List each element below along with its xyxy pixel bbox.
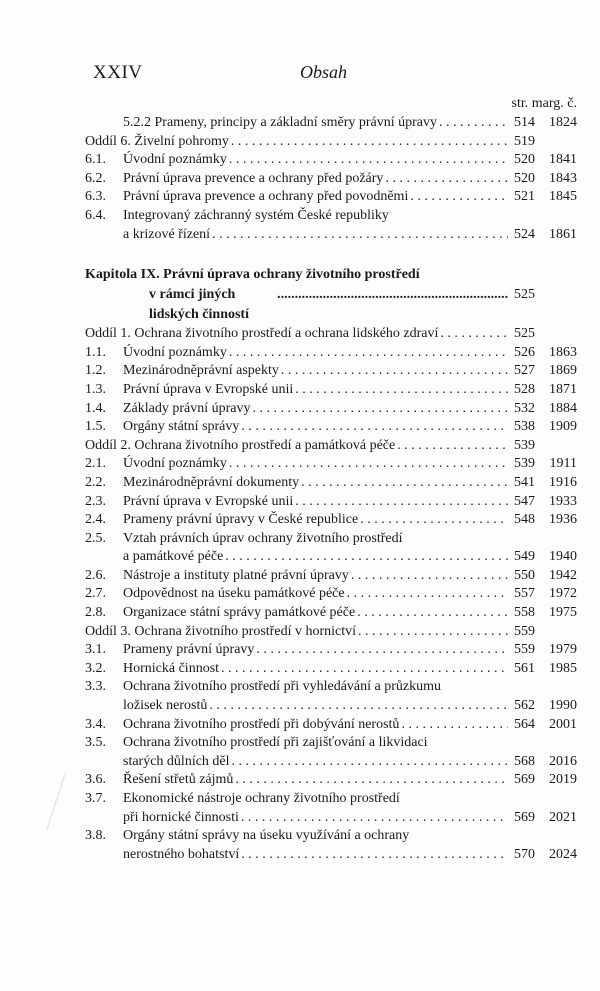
chapter-title-line1: Kapitola IX. Právní úprava ochrany životního prostředí bbox=[85, 267, 420, 283]
toc-entry-title: Řešení střetů zájmů bbox=[123, 772, 234, 788]
toc-entry-number: 3.8. bbox=[85, 828, 106, 844]
toc-entry-row bbox=[85, 753, 577, 772]
leader-dots bbox=[293, 493, 508, 512]
toc-margin-number: 1942 bbox=[549, 567, 577, 583]
toc-entry-title: Právní úprava prevence a ochrany před požáry bbox=[123, 170, 384, 186]
toc-entry-title: Základy právní úpravy bbox=[123, 400, 251, 416]
leader-dots bbox=[274, 285, 508, 305]
toc-entry-title: Úvodní poznámky bbox=[123, 344, 227, 360]
toc-entry-row bbox=[85, 697, 577, 716]
toc-entry-title: Mezinárodněprávní aspekty bbox=[123, 363, 279, 379]
toc-entry-row bbox=[85, 641, 577, 660]
toc-page-number: 528 bbox=[514, 381, 535, 397]
leader-dots bbox=[227, 151, 508, 170]
toc-page-number: 557 bbox=[514, 586, 535, 602]
toc-entry-number: 3.5. bbox=[85, 735, 106, 751]
toc-entry-row bbox=[85, 790, 577, 809]
toc-margin-number: 1824 bbox=[549, 115, 577, 130]
toc-margin-number: 1940 bbox=[549, 549, 577, 565]
toc-entry-number: 6.4. bbox=[85, 207, 106, 223]
toc-margin-number: 1990 bbox=[549, 698, 577, 714]
toc-entry-row bbox=[85, 734, 577, 753]
toc-margin-number: 1985 bbox=[549, 660, 577, 676]
toc-entry-title: Ochrana životního prostředí při vyhledávání a průzkumu bbox=[123, 679, 442, 695]
toc-page-number: 568 bbox=[514, 753, 535, 769]
toc-page-number: 549 bbox=[514, 549, 535, 565]
toc-entry-title: při hornické činnosti bbox=[123, 809, 239, 825]
toc-margin-number: 1909 bbox=[549, 419, 577, 435]
leader-dots bbox=[356, 623, 508, 642]
leader-dots bbox=[349, 567, 508, 586]
toc-entry-number: 1.5. bbox=[85, 419, 106, 435]
leader-dots bbox=[279, 362, 508, 381]
leader-dots bbox=[219, 660, 508, 679]
toc-margin-number: 1841 bbox=[549, 152, 577, 168]
toc-entry-number: 3.6. bbox=[85, 772, 106, 788]
toc-page-number: 514 bbox=[514, 115, 535, 130]
toc-section-row bbox=[85, 437, 577, 456]
toc-margin-number: 1884 bbox=[549, 400, 577, 416]
toc-entry-row bbox=[85, 455, 577, 474]
leader-dots bbox=[207, 697, 508, 716]
toc-entry-number: 2.2. bbox=[85, 474, 106, 490]
leader-dots bbox=[345, 585, 508, 604]
toc-margin-number: 1916 bbox=[549, 474, 577, 490]
toc-entry-row bbox=[85, 530, 577, 549]
toc-entry-title: Prameny právní úpravy v České republice bbox=[123, 512, 359, 528]
toc-entry-title: nerostného bohatství bbox=[123, 846, 240, 862]
chapter-title-line2-text: v rámci jiných lidských činností bbox=[149, 287, 249, 323]
toc-entry-title: ložisek nerostů bbox=[123, 698, 208, 714]
toc-entry-number: 3.1. bbox=[85, 642, 106, 658]
toc-entry-title: Prameny právní úpravy bbox=[123, 642, 255, 658]
toc-section-row bbox=[85, 133, 577, 152]
leader-dots bbox=[239, 809, 508, 828]
toc-page-number: 519 bbox=[514, 133, 535, 149]
toc-page-number: 562 bbox=[514, 698, 535, 714]
toc-entry-number: 6.1. bbox=[85, 152, 106, 168]
toc-entry-title: Vztah právních úprav ochrany životního prostředí bbox=[123, 530, 403, 546]
toc-entry-number: 6.3. bbox=[85, 189, 106, 205]
toc-entry-number: 1.4. bbox=[85, 400, 106, 416]
toc-entry-row bbox=[85, 660, 577, 679]
toc-margin-number: 2024 bbox=[549, 846, 577, 862]
toc-section-row bbox=[85, 623, 577, 642]
toc-entry-row bbox=[85, 585, 577, 604]
toc-entry-row bbox=[85, 151, 577, 170]
toc-entry-row bbox=[85, 344, 577, 363]
leader-dots bbox=[251, 400, 508, 419]
leader-dots bbox=[399, 716, 508, 735]
toc-margin-number: 1863 bbox=[549, 344, 577, 360]
leader-dots bbox=[210, 226, 508, 245]
toc-entry-title: Úvodní poznámky bbox=[123, 152, 227, 168]
toc-entry-title: Oddíl 2. Ochrana životního prostředí a památková péče bbox=[85, 437, 396, 453]
leader-dots bbox=[233, 771, 508, 790]
leader-dots bbox=[438, 325, 508, 344]
toc-margin-number: 2001 bbox=[549, 716, 577, 732]
toc-entry-row bbox=[85, 678, 577, 697]
toc-entry-row bbox=[85, 114, 577, 133]
leader-dots bbox=[395, 437, 508, 456]
toc-page-number: 538 bbox=[514, 419, 535, 435]
toc-entry-title: Orgány státní správy na úseku využívání a ochrany bbox=[123, 828, 410, 844]
toc-entry-title: Hornická činnost bbox=[123, 660, 220, 676]
page-number: XXIV bbox=[93, 62, 143, 83]
leader-dots bbox=[293, 381, 508, 400]
toc-margin-number: 1861 bbox=[549, 226, 577, 242]
toc-entry-number: 2.3. bbox=[85, 493, 106, 509]
toc-page-number: 548 bbox=[514, 512, 535, 528]
toc-page-number: 550 bbox=[514, 567, 535, 583]
toc-page-number: 539 bbox=[514, 456, 535, 472]
toc-entry-title: Právní úprava prevence a ochrany před povodněmi bbox=[123, 189, 409, 205]
toc-page-number: 520 bbox=[514, 152, 535, 168]
chapter-heading bbox=[85, 265, 577, 323]
toc-entry-number: 2.8. bbox=[85, 605, 106, 621]
toc-page-number: 524 bbox=[514, 226, 535, 242]
toc-margin-number: 1871 bbox=[549, 381, 577, 397]
toc-entry-row bbox=[85, 418, 577, 437]
toc-margin-number: 2021 bbox=[549, 809, 577, 825]
toc-entry-row bbox=[85, 400, 577, 419]
pencil-mark bbox=[46, 773, 86, 837]
toc-entry-title: Ochrana životního prostředí při zajišťování a likvidaci bbox=[123, 735, 428, 751]
toc-page-number: 547 bbox=[514, 493, 535, 509]
leader-dots bbox=[254, 641, 508, 660]
toc-entry-title: Nástroje a instituty platné právní úpravy bbox=[123, 567, 349, 583]
toc-entry-row bbox=[85, 809, 577, 828]
toc-entry-title: Odpovědnost na úseku památkové péče bbox=[123, 586, 345, 602]
toc-entry-number: 1.2. bbox=[85, 363, 106, 379]
toc-margin-number: 2016 bbox=[549, 753, 577, 769]
toc-entry-title: Ochrana životního prostředí při dobývání nerostů bbox=[123, 716, 400, 732]
toc-entry-row bbox=[85, 381, 577, 400]
toc-margin-number: 1979 bbox=[549, 642, 577, 658]
toc-entry-number: 3.7. bbox=[85, 791, 106, 806]
toc-entry-number: 2.4. bbox=[85, 512, 106, 528]
toc-page-number: 559 bbox=[514, 623, 535, 639]
toc-page-number: 539 bbox=[514, 437, 535, 453]
toc-entry-number: 1.1. bbox=[85, 344, 106, 360]
toc-entry-number: 1.3. bbox=[85, 381, 106, 397]
chapter-title-line2 bbox=[85, 285, 577, 323]
toc-entry-title: Oddíl 1. Ochrana životního prostředí a ochrana lidského zdraví bbox=[85, 326, 439, 342]
toc-entry-title: Orgány státní správy bbox=[123, 419, 240, 435]
toc-margin-number: 1933 bbox=[549, 493, 577, 509]
toc-page-number: 532 bbox=[514, 400, 535, 416]
leader-dots bbox=[383, 170, 508, 189]
toc-page-number: 541 bbox=[514, 474, 535, 490]
toc-margin-number: 1936 bbox=[549, 512, 577, 528]
toc-page-number: 569 bbox=[514, 809, 535, 825]
toc-page-number: 564 bbox=[514, 716, 535, 732]
toc-entry-row bbox=[85, 474, 577, 493]
table-of-contents bbox=[85, 114, 577, 864]
toc-entry-number: 2.7. bbox=[85, 586, 106, 602]
leader-dots bbox=[229, 133, 508, 152]
toc-entry-row bbox=[85, 170, 577, 189]
toc-entry-title: Integrovaný záchranný systém České republiky bbox=[123, 207, 389, 223]
leader-dots bbox=[227, 455, 508, 474]
toc-entry-title: a památkové péče bbox=[123, 549, 224, 565]
toc-page-number: 569 bbox=[514, 772, 535, 788]
toc-page-number: 520 bbox=[514, 170, 535, 186]
toc-entry-row bbox=[85, 207, 577, 226]
toc-entry-row bbox=[85, 846, 577, 865]
toc-entry-number: 2.1. bbox=[85, 456, 106, 472]
toc-page-number: 561 bbox=[514, 660, 535, 676]
toc-entry-title: Úvodní poznámky bbox=[123, 456, 227, 472]
toc-entry-row bbox=[85, 362, 577, 381]
toc-entry-number: 3.3. bbox=[85, 679, 106, 695]
leader-dots bbox=[230, 753, 508, 772]
chapter-page: 525 bbox=[514, 287, 535, 303]
toc-page-number: 570 bbox=[514, 846, 535, 862]
toc-entry-title: Právní úprava v Evropské unii bbox=[123, 493, 294, 509]
toc-page-number: 525 bbox=[514, 326, 535, 342]
columns-header: str. marg. č. bbox=[511, 96, 577, 111]
toc-entry-title: a krizové řízení bbox=[123, 226, 211, 242]
toc-entry-title: 5.2.2 Prameny, principy a základní směry právní úpravy bbox=[123, 115, 438, 130]
toc-margin-number: 1911 bbox=[549, 456, 577, 472]
toc-entry-number: 2.5. bbox=[85, 530, 106, 546]
toc-margin-number: 1845 bbox=[549, 189, 577, 205]
toc-entry-row bbox=[85, 548, 577, 567]
toc-page-number: 527 bbox=[514, 363, 535, 379]
toc-entry-title: Oddíl 3. Ochrana životního prostředí v hornictví bbox=[85, 623, 356, 639]
leader-dots bbox=[239, 846, 508, 865]
leader-dots bbox=[408, 188, 508, 207]
leader-dots bbox=[239, 418, 508, 437]
leader-dots bbox=[437, 114, 508, 133]
running-title: Obsah bbox=[300, 62, 348, 82]
toc-entry-row bbox=[85, 188, 577, 207]
leader-dots bbox=[223, 548, 508, 567]
toc-margin-number: 1975 bbox=[549, 605, 577, 621]
toc-margin-number: 2019 bbox=[549, 772, 577, 788]
toc-entry-title: starých důlních děl bbox=[123, 753, 230, 769]
toc-entry-row bbox=[85, 567, 577, 586]
toc-margin-number: 1869 bbox=[549, 363, 577, 379]
toc-page-number: 521 bbox=[514, 189, 535, 205]
toc-entry-title: Organizace státní správy památkové péče bbox=[123, 605, 356, 621]
toc-margin-number: 1843 bbox=[549, 170, 577, 186]
toc-entry-title: Mezinárodněprávní dokumenty bbox=[123, 474, 300, 490]
leader-dots bbox=[358, 511, 508, 530]
leader-dots bbox=[227, 344, 508, 363]
toc-bottom-list bbox=[85, 325, 577, 864]
toc-entry-number: 3.2. bbox=[85, 660, 106, 676]
toc-entry-title: Oddíl 6. Živelní pohromy bbox=[85, 133, 229, 149]
leader-dots bbox=[299, 474, 508, 493]
toc-top-list bbox=[85, 114, 577, 244]
toc-entry-row bbox=[85, 827, 577, 846]
toc-page-number: 558 bbox=[514, 605, 535, 621]
toc-page-number: 526 bbox=[514, 344, 535, 360]
toc-entry-row bbox=[85, 226, 577, 245]
toc-section-row bbox=[85, 325, 577, 344]
toc-entry-number: 2.6. bbox=[85, 567, 106, 583]
toc-entry-row bbox=[85, 493, 577, 512]
leader-dots bbox=[355, 604, 508, 623]
toc-page-number: 559 bbox=[514, 642, 535, 658]
toc-entry-number: 6.2. bbox=[85, 170, 106, 186]
toc-margin-number: 1972 bbox=[549, 586, 577, 602]
toc-entry-row bbox=[85, 771, 577, 790]
toc-entry-number: 3.4. bbox=[85, 716, 106, 732]
toc-entry-title: Ekonomické nástroje ochrany životního prostředí bbox=[123, 791, 400, 806]
toc-entry-title: Právní úprava v Evropské unii bbox=[123, 381, 294, 397]
toc-entry-row bbox=[85, 716, 577, 735]
toc-entry-row bbox=[85, 604, 577, 623]
toc-entry-row bbox=[85, 511, 577, 530]
